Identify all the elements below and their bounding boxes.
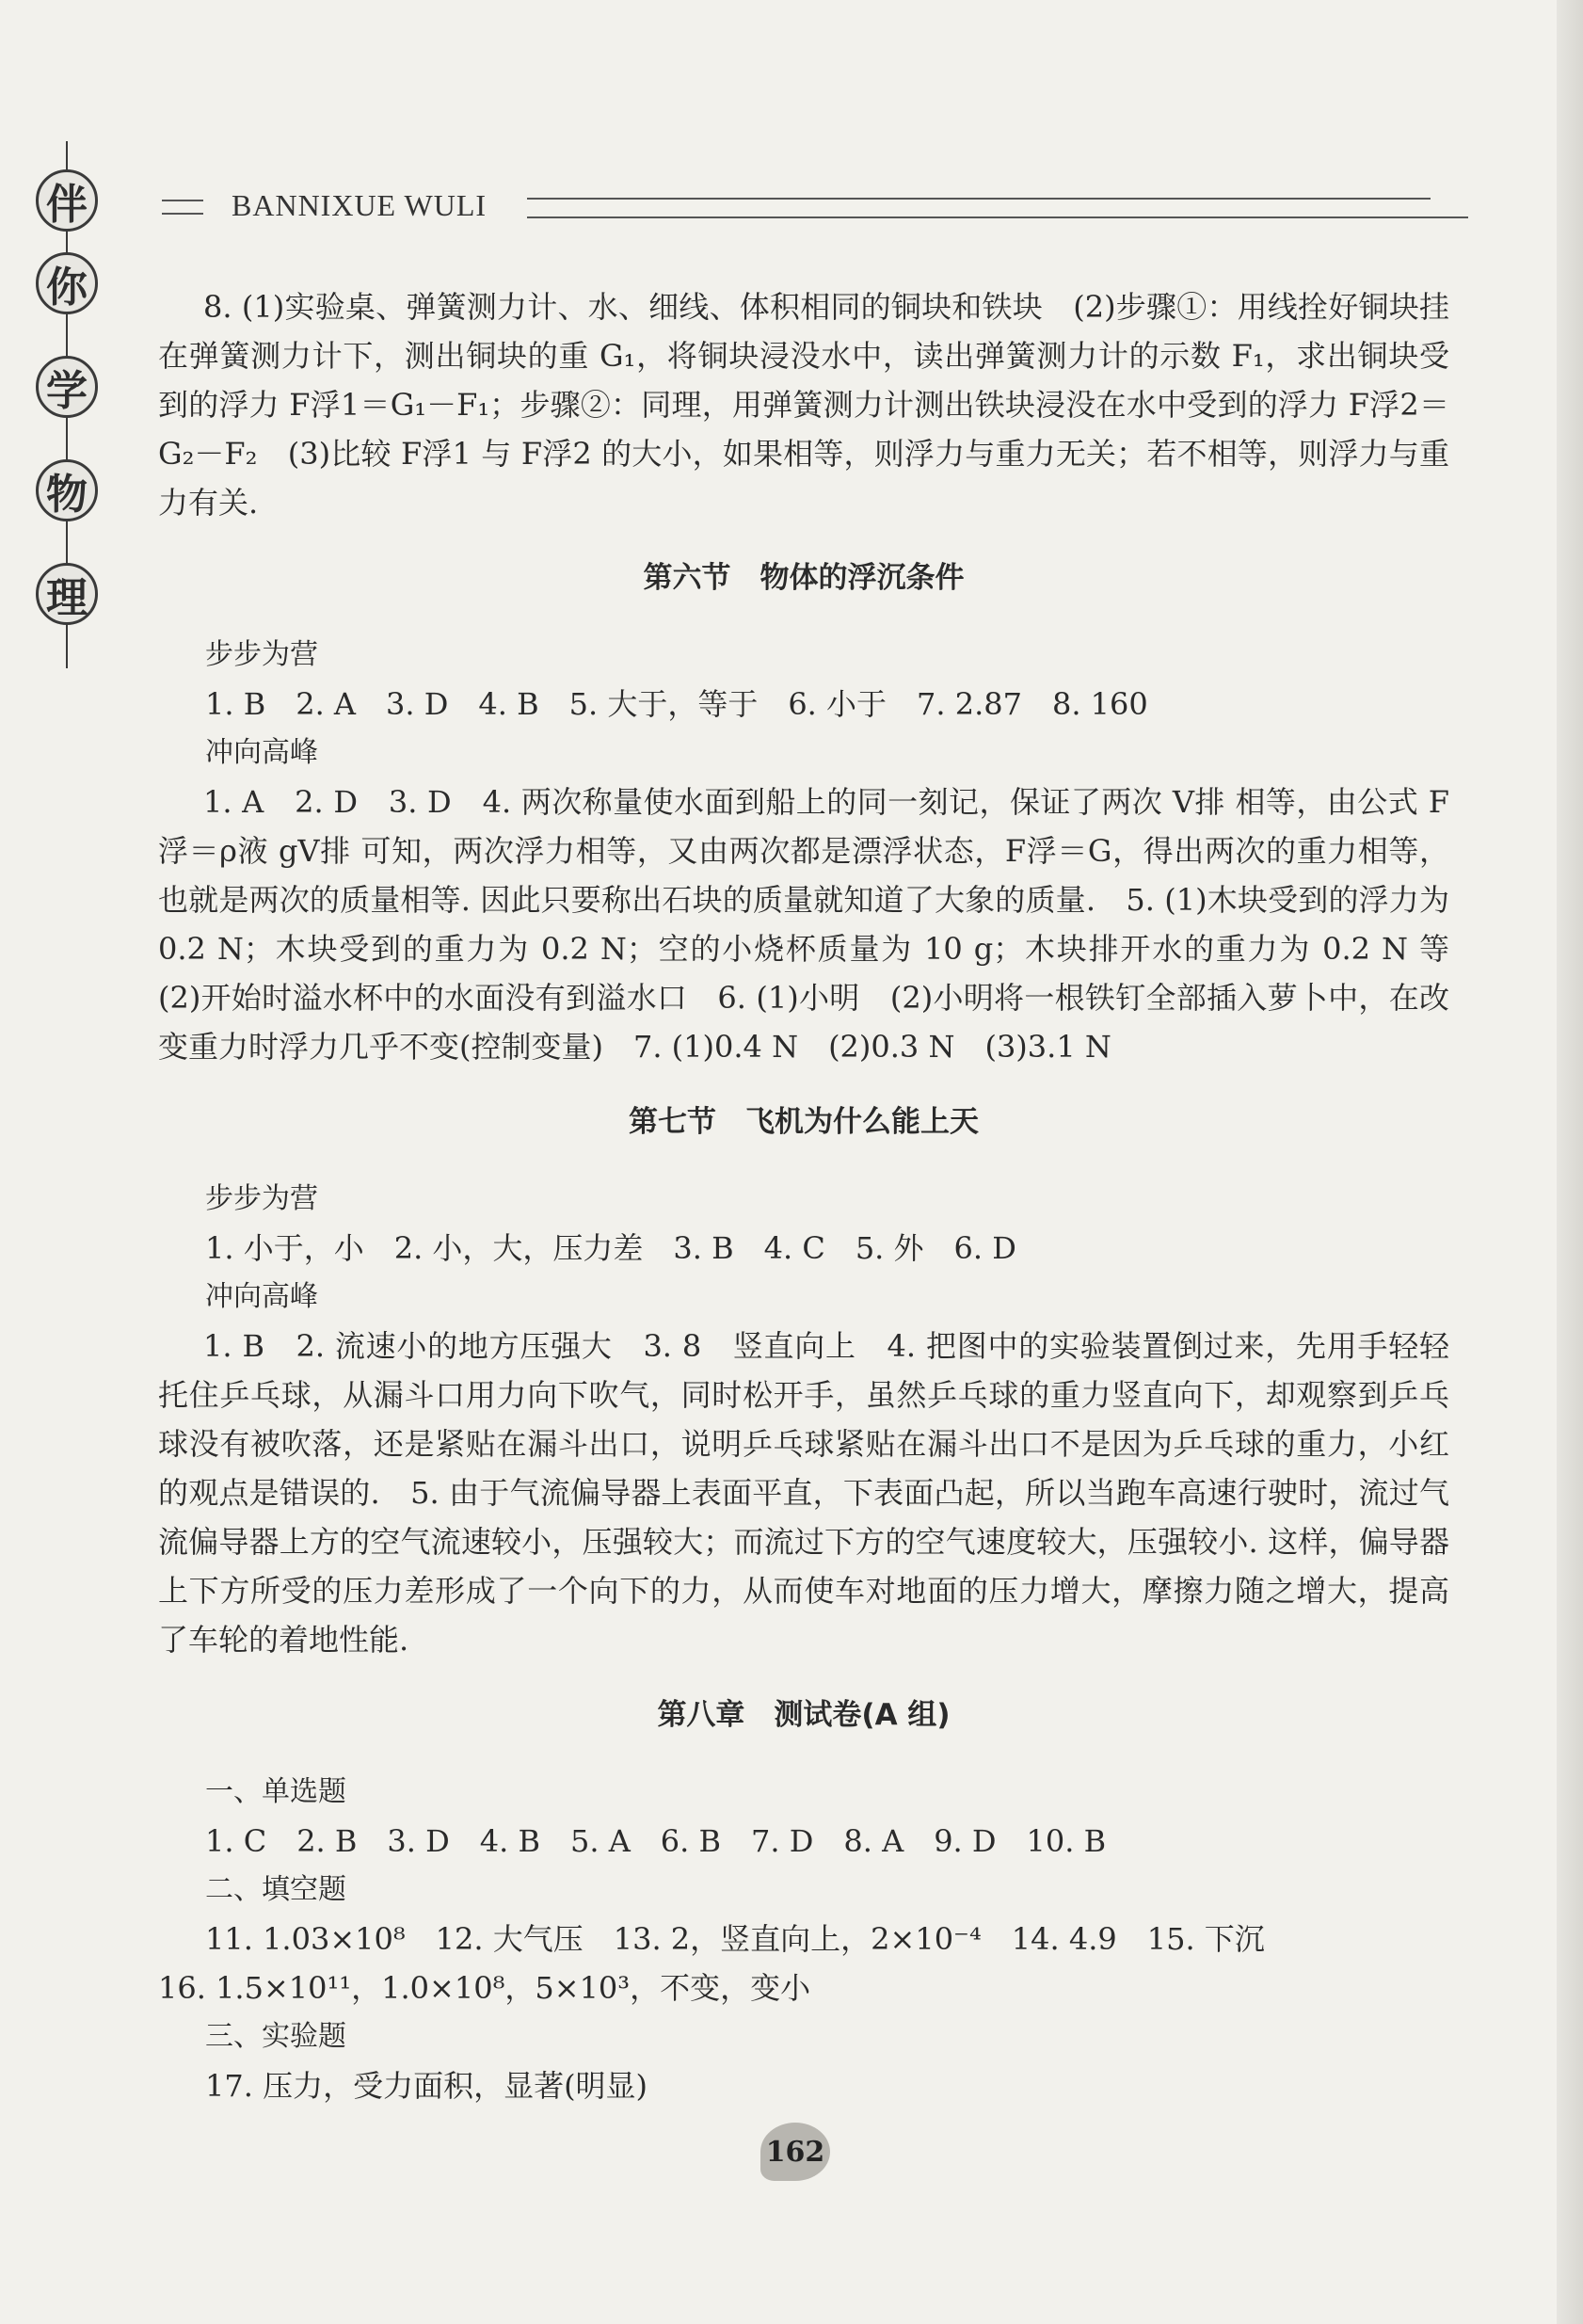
header-title: BANNIXUE WULI <box>232 188 488 222</box>
header-dash-2 <box>162 213 203 215</box>
header-char-4: 物 <box>36 459 98 521</box>
chapter-8-label-1: 一、单选题 <box>205 1775 346 1808</box>
section-7-answers-2: 1. B 2. 流速小的地方压强大 3. 8 竖直向上 4. 把图中的实验装置倒过来，先用手轻轻托住乒乓球，从漏斗口用力向下吹气，同时松开手，虽然乒乓球的重力竖直向下，却观察到乒乓球没有被吹落，还是紧贴在漏斗出口，说明乒乓球紧贴在漏斗出口不是因为乒乓球的重力，小红的观点是错误的. 5. 由于气流偏导器上表面平直，下表面凸起，所以当跑车高速行驶时，流过气流偏导器上方的空气流速较小，压强较大；而流过下方的空气速度较大，压强较小. 这样，偏导器上下方所受的压力差形成了一个向下的力，从而使车对地面的压力增大，摩擦力随之增大，提高了车轮的着地性能. <box>158 1328 1449 1658</box>
section-7-label-1: 步步为营 <box>205 1182 318 1215</box>
chapter-8-answers-2a: 11. 1.03×10⁸ 12. 大气压 13. 2，竖直向上，2×10⁻⁴ 14. 4.9 15. 下沉 <box>205 1921 1265 1957</box>
section-7-label-2: 冲向高峰 <box>205 1280 318 1313</box>
section-6-label-1: 步步为营 <box>205 638 318 671</box>
page-number: 162 <box>760 2123 830 2181</box>
chapter-8-title: 第八章 测试卷(A 组) <box>657 1698 951 1732</box>
header-rule-2 <box>527 216 1468 218</box>
section-6-answers-2: 1. A 2. D 3. D 4. 两次称量使水面到船上的同一刻记，保证了两次 V排 相等，由公式 F浮＝ρ液 gV排 可知，两次浮力相等，又由两次都是漂浮状态，F浮＝G，得出两次的重力相等，也就是两次的质量相等. 因此只要称出石块的质量就知道了大象的质量. 5. (1)木块受到的浮力为 0.2 N；木块受到的重力为 0.2 N；空的小烧杯质量为 10 g；木块排开水的重力为 0.2 N 等 (2)开始时溢水杯中的水面没有到溢水口 6. (1)小明 (2)小明将一根铁钉全部插入萝卜中，在改变重力时浮力几乎不变(控制变量) 7. (1)0.4 N (2)0.3 N (3)3.1 N <box>158 784 1480 1065</box>
answer-q8: 8. (1)实验桌、弹簧测力计、水、细线、体积相同的铜块和铁块 (2)步骤①：用线拴好铜块挂在弹簧测力计下，测出铜块的重 G₁，将铜块浸没水中，读出弹簧测力计的示数 F₁，求出铜块受到的浮力 F浮1＝G₁－F₁；步骤②：同理，用弹簧测力计测出铁块浸没在水中受到的浮力 F浮2＝G₂－F₂ (3)比较 F浮1 与 F浮2 的大小，如果相等，则浮力与重力无关；若不相等，则浮力与重力有关. <box>158 289 1449 521</box>
chapter-8-label-3: 三、实验题 <box>205 2020 346 2053</box>
header-char-2: 你 <box>36 252 98 314</box>
section-7-answers-1: 1. 小于，小 2. 小，大，压力差 3. B 4. C 5. 外 6. D <box>205 1230 1016 1266</box>
header-char-1: 伴 <box>36 169 98 232</box>
chapter-8-answers-3: 17. 压力，受力面积，显著(明显) <box>205 2068 648 2104</box>
section-6-title: 第六节 物体的浮沉条件 <box>643 561 965 595</box>
header-char-5: 理 <box>36 563 98 625</box>
section-7-title: 第七节 飞机为什么能上天 <box>629 1105 979 1139</box>
section-6-answers-1: 1. B 2. A 3. D 4. B 5. 大于，等于 6. 小于 7. 2.87 8. 160 <box>205 686 1148 722</box>
header-rule-1 <box>527 198 1431 200</box>
page-edge <box>1557 0 1583 2324</box>
answer-content <box>158 282 1480 2110</box>
chapter-8-answers-2b: 16. 1.5×10¹¹，1.0×10⁸，5×10³，不变，变小 <box>158 1970 811 2006</box>
header-dash-1 <box>162 200 203 201</box>
chapter-8-answers-1: 1. C 2. B 3. D 4. B 5. A 6. B 7. D 8. A 9. D 10. B <box>205 1823 1107 1859</box>
header-char-3: 学 <box>36 356 98 418</box>
section-6-label-2: 冲向高峰 <box>205 736 318 769</box>
chapter-8-label-2: 二、填空题 <box>205 1873 346 1906</box>
